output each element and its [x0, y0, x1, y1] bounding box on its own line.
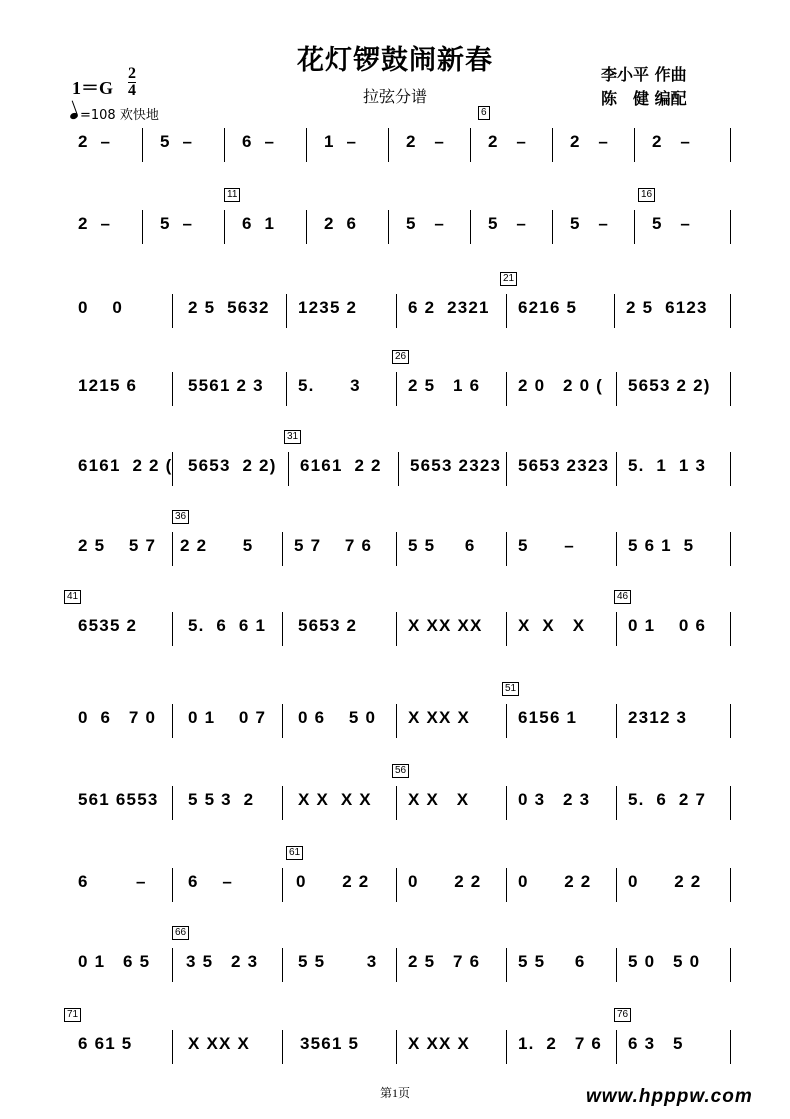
measure: 0 2 2 — [518, 872, 592, 891]
measure: 2 5 5 7 — [78, 536, 157, 555]
rehearsal-number: 36 — [172, 510, 189, 524]
rehearsal-number: 76 — [614, 1008, 631, 1022]
measure: 5653 2323 — [410, 456, 502, 475]
score-row — [74, 351, 730, 418]
measure: X XX X — [188, 1034, 251, 1053]
barline — [506, 532, 507, 566]
score-row — [74, 511, 730, 578]
rehearsal-number: 56 — [392, 764, 409, 778]
barline — [616, 612, 617, 646]
barline — [282, 1030, 283, 1064]
barline — [730, 128, 731, 162]
barline — [634, 128, 635, 162]
measure: 0 2 2 — [296, 872, 370, 891]
time-signature — [128, 66, 136, 99]
barline — [172, 612, 173, 646]
barline — [172, 372, 173, 406]
barline — [506, 372, 507, 406]
barline — [730, 532, 731, 566]
measure: 5 0 5 0 — [628, 952, 701, 971]
measure: 2 5 6123 — [626, 298, 708, 317]
barline — [282, 532, 283, 566]
barline — [388, 210, 389, 244]
barline — [730, 210, 731, 244]
barline — [172, 786, 173, 820]
barline — [506, 786, 507, 820]
subtitle: 拉弦分谱 — [362, 87, 427, 106]
barline — [172, 1030, 173, 1064]
barline — [506, 294, 507, 328]
measure: 6161 2 2 ( — [78, 456, 173, 475]
quarter-note-icon — [69, 112, 79, 120]
score-row — [74, 847, 730, 914]
barline — [172, 704, 173, 738]
measure: 5 – — [652, 214, 692, 233]
barline — [506, 1030, 507, 1064]
rehearsal-number: 21 — [500, 272, 517, 286]
measure: X XX X — [408, 1034, 471, 1053]
barline — [552, 210, 553, 244]
measure: 5 – — [570, 214, 610, 233]
score-row — [67, 591, 730, 658]
barline — [616, 532, 617, 566]
barline — [142, 128, 143, 162]
barline — [552, 128, 553, 162]
barline — [288, 452, 289, 486]
measure: 6156 1 — [518, 708, 578, 727]
measure: 6 – — [188, 872, 234, 891]
measure: 0 2 2 — [628, 872, 702, 891]
barline — [282, 868, 283, 902]
barline — [396, 532, 397, 566]
measure: 0 6 7 0 — [78, 708, 157, 727]
measure: 2 0 2 0 ( — [518, 376, 604, 395]
page-number: 第1页 — [379, 1086, 410, 1100]
score-row — [74, 431, 730, 498]
tempo-text: =108 欢快地 — [80, 108, 159, 123]
measure: 6161 2 2 — [300, 456, 382, 475]
measure: 6216 5 — [518, 298, 578, 317]
key-signature: 1＝G — [72, 78, 114, 98]
barline — [730, 294, 731, 328]
barline — [730, 452, 731, 486]
barline — [616, 452, 617, 486]
rehearsal-number: 26 — [392, 350, 409, 364]
barline — [396, 372, 397, 406]
measure: 5 – — [518, 536, 575, 555]
measure: 3561 5 — [300, 1034, 360, 1053]
barline — [506, 612, 507, 646]
barline — [282, 948, 283, 982]
measure: 0 1 0 7 — [188, 708, 267, 727]
measure: 5. 1 1 3 — [628, 456, 707, 475]
barline — [614, 294, 615, 328]
measure: 1235 2 — [298, 298, 358, 317]
measure: 0 1 6 5 — [78, 952, 151, 971]
barline — [286, 294, 287, 328]
measure: 2 6 — [324, 214, 358, 233]
barline — [730, 1030, 731, 1064]
barline — [470, 128, 471, 162]
measure: 5 6 1 5 — [628, 536, 695, 555]
site-watermark: www.hpppw.com — [586, 1086, 753, 1107]
score-row — [74, 765, 730, 832]
barline — [388, 128, 389, 162]
measure: 2 – — [406, 132, 446, 151]
barline — [396, 868, 397, 902]
score-row — [74, 927, 730, 994]
measure: 6 – — [242, 132, 276, 151]
measure: 5 – — [488, 214, 528, 233]
measure: 5 7 7 6 — [294, 536, 373, 555]
barline — [396, 294, 397, 328]
barline — [282, 612, 283, 646]
meter-numerator: 2 — [128, 65, 136, 82]
composer: 李小平 作曲 — [601, 65, 687, 84]
measure: 1 – — [324, 132, 358, 151]
rehearsal-number: 11 — [224, 188, 240, 202]
score-row — [74, 189, 730, 256]
measure: 6 2 2321 — [408, 298, 490, 317]
barline — [396, 612, 397, 646]
rehearsal-number: 46 — [614, 590, 631, 604]
measure: X X X — [408, 790, 470, 809]
barline — [224, 210, 225, 244]
barline — [616, 1030, 617, 1064]
measure: 5 5 6 — [518, 952, 586, 971]
barline — [286, 372, 287, 406]
measure: 6 3 5 — [628, 1034, 684, 1053]
rehearsal-number: 71 — [64, 1008, 81, 1022]
tempo-marking — [70, 104, 159, 123]
barline — [282, 786, 283, 820]
score-row — [67, 1009, 730, 1076]
measure: 6 61 5 — [78, 1034, 133, 1053]
barline — [396, 1030, 397, 1064]
measure: 0 3 2 3 — [518, 790, 591, 809]
measure: 0 1 0 6 — [628, 616, 707, 635]
barline — [306, 210, 307, 244]
barline — [172, 294, 173, 328]
measure: 2312 3 — [628, 708, 688, 727]
barline — [730, 704, 731, 738]
barline — [506, 452, 507, 486]
measure: 2 2 5 — [180, 536, 254, 555]
rehearsal-number: 31 — [284, 430, 301, 444]
measure: 5653 2 — [298, 616, 358, 635]
barline — [616, 704, 617, 738]
barline — [730, 868, 731, 902]
measure: 0 6 5 0 — [298, 708, 377, 727]
barline — [398, 452, 399, 486]
measure: 5 – — [160, 214, 194, 233]
rehearsal-number: 6 — [478, 106, 490, 120]
measure: 6 – — [78, 872, 147, 891]
barline — [396, 948, 397, 982]
barline — [506, 704, 507, 738]
measure: 5 5 3 — [298, 952, 378, 971]
barline — [616, 786, 617, 820]
measure: 2 5 5632 — [188, 298, 270, 317]
measure: 2 – — [570, 132, 610, 151]
arranger: 陈 健 编配 — [601, 89, 687, 108]
barline — [396, 786, 397, 820]
barline — [730, 948, 731, 982]
score-row — [74, 683, 730, 750]
barline — [224, 128, 225, 162]
measure: 561 6553 — [78, 790, 159, 809]
meter-denominator: 4 — [128, 82, 136, 99]
measure: 1215 6 — [78, 376, 138, 395]
measure: 5 5 3 2 — [188, 790, 255, 809]
measure: 5. 3 — [298, 376, 361, 395]
barline — [730, 612, 731, 646]
measure: 5653 2323 — [518, 456, 610, 475]
barline — [470, 210, 471, 244]
measure: X XX XX — [408, 616, 483, 635]
barline — [306, 128, 307, 162]
barline — [506, 868, 507, 902]
measure: 0 2 2 — [408, 872, 482, 891]
measure: 3 5 2 3 — [186, 952, 259, 971]
measure: 2 5 1 6 — [408, 376, 481, 395]
measure: X X X — [518, 616, 586, 635]
measure: X XX X — [408, 708, 471, 727]
rehearsal-number: 16 — [638, 188, 655, 202]
measure: 2 – — [78, 214, 112, 233]
measure: 5 5 6 — [408, 536, 476, 555]
measure: 2 5 7 6 — [408, 952, 481, 971]
rehearsal-number: 66 — [172, 926, 189, 940]
barline — [396, 704, 397, 738]
measure: 5 – — [406, 214, 446, 233]
barline — [172, 948, 173, 982]
barline — [616, 948, 617, 982]
measure: X X X X — [298, 790, 372, 809]
rehearsal-number: 41 — [64, 590, 81, 604]
measure: 2 – — [78, 132, 112, 151]
measure: 5561 2 3 — [188, 376, 264, 395]
barline — [506, 948, 507, 982]
barline — [730, 372, 731, 406]
barline — [616, 372, 617, 406]
barline — [730, 786, 731, 820]
page-title: 花灯锣鼓闹新春 — [297, 45, 493, 76]
barline — [282, 704, 283, 738]
barline — [172, 868, 173, 902]
measure: 2 – — [652, 132, 692, 151]
score-row — [74, 273, 730, 340]
measure: 6 1 — [242, 214, 276, 233]
barline — [616, 868, 617, 902]
measure: 0 0 — [78, 298, 124, 317]
measure: 5653 2 2) — [188, 456, 277, 475]
barline — [634, 210, 635, 244]
barline — [142, 210, 143, 244]
measure: 2 – — [488, 132, 528, 151]
measure: 5 – — [160, 132, 194, 151]
rehearsal-number: 61 — [286, 846, 303, 860]
measure: 5. 6 2 7 — [628, 790, 707, 809]
rehearsal-number: 51 — [502, 682, 519, 696]
measure: 5653 2 2) — [628, 376, 711, 395]
measure: 6535 2 — [78, 616, 138, 635]
measure: 1. 2 7 6 — [518, 1034, 603, 1053]
measure: 5. 6 6 1 — [188, 616, 267, 635]
barline — [172, 532, 173, 566]
